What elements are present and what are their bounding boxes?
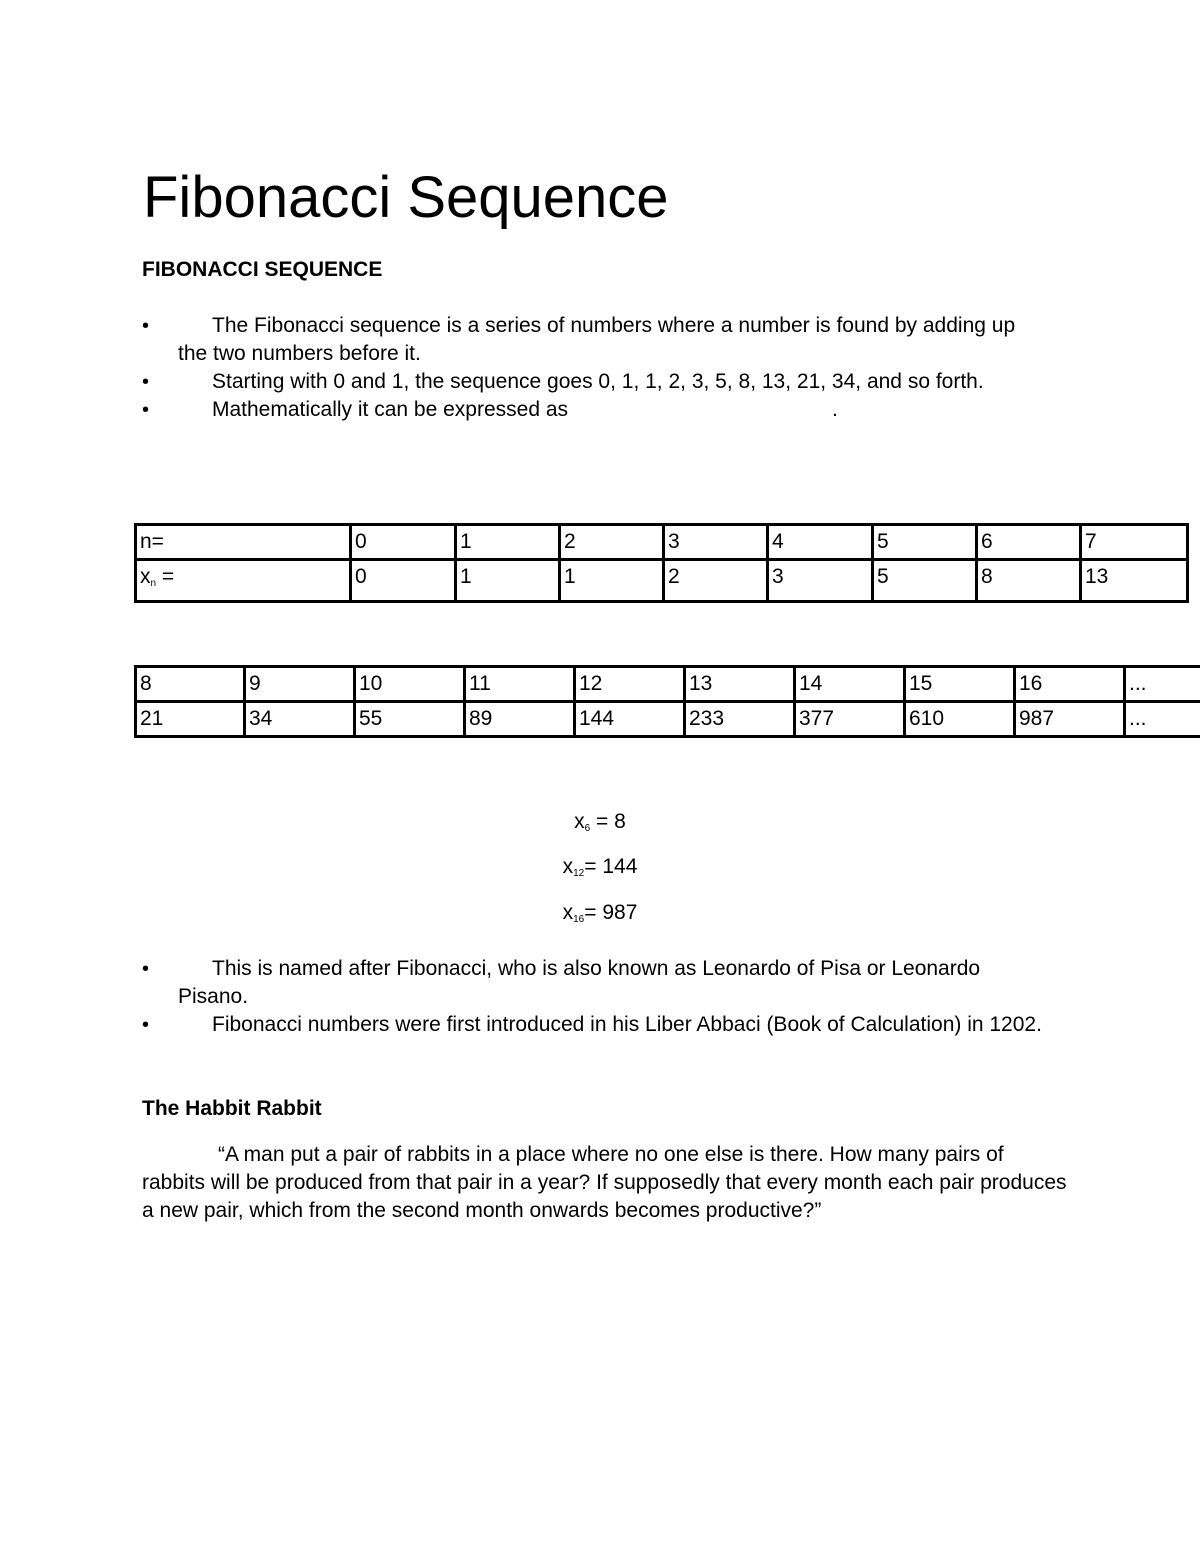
eq-value: = 8 — [590, 810, 626, 833]
table-cell: 987 — [1015, 702, 1125, 737]
table-cell: 2 — [560, 525, 664, 560]
bullet-icon: • — [142, 371, 150, 393]
table-cell: 610 — [905, 702, 1015, 737]
list-item — [142, 312, 1042, 368]
fibonacci-table-1 — [134, 523, 1189, 603]
eq-subscript: 6 — [584, 823, 591, 834]
label-subscript: n — [150, 578, 157, 589]
table-cell: 9 — [245, 667, 355, 702]
subsection-heading: The Habbit Rabbit — [142, 1097, 322, 1120]
eq-subscript: 16 — [573, 914, 585, 925]
table-row-x — [136, 702, 1200, 737]
table-cell: 15 — [905, 667, 1015, 702]
table-cell-label: n= — [136, 525, 351, 560]
bullet-icon: • — [142, 315, 150, 337]
table-cell: 3 — [768, 560, 873, 602]
formula-trailing-period: . — [832, 398, 838, 421]
table-cell: 16 — [1015, 667, 1125, 702]
table-row-x — [136, 560, 1188, 602]
eq-value: = 144 — [584, 855, 638, 878]
table-cell: 13 — [1081, 560, 1188, 602]
table-row-n — [136, 525, 1188, 560]
table-cell: 1 — [560, 560, 664, 602]
intro-bullet-list — [142, 312, 1042, 424]
list-item — [142, 368, 1042, 396]
table-cell: 3 — [664, 525, 768, 560]
eq-base: x — [574, 810, 585, 833]
table-cell: 89 — [465, 702, 575, 737]
table-cell: 11 — [465, 667, 575, 702]
eq-base: x — [562, 855, 574, 878]
list-item — [142, 396, 1042, 424]
formula-intro-text: Mathematically it can be expressed as — [212, 398, 569, 421]
table-cell: 13 — [685, 667, 795, 702]
table-cell: 1 — [456, 525, 560, 560]
fibonacci-table-2 — [134, 665, 1200, 738]
table-cell: 34 — [245, 702, 355, 737]
bullet-text: Fibonacci numbers were first introduced in his Liber Abbaci (Book of Calculation) in 1202. — [212, 1013, 1042, 1036]
table-cell: 8 — [977, 560, 1081, 602]
document-title: Fibonacci Sequence — [143, 165, 669, 230]
table-cell: 1 — [456, 560, 560, 602]
table-cell: 144 — [575, 702, 685, 737]
eq-subscript: 12 — [573, 868, 585, 879]
table-row-n — [136, 667, 1200, 702]
table-cell: 12 — [575, 667, 685, 702]
eq-base: x — [562, 901, 574, 924]
table-cell: 55 — [355, 702, 465, 737]
table-cell: ... — [1125, 667, 1200, 702]
table-cell: 6 — [977, 525, 1081, 560]
history-bullet-list — [142, 955, 1042, 1039]
example-equation — [0, 853, 1200, 888]
rabbit-problem-quote: “A man put a pair of rabbits in a place where no one else is there. How many pairs of rabbits will be produced from that pair in a year? If supposedly that every month each pair produces a new pair, which from the second month onwards becomes productive?” — [142, 1143, 1067, 1222]
bullet-text — [178, 396, 1042, 424]
table-cell: 8 — [136, 667, 245, 702]
table-cell: 5 — [873, 525, 977, 560]
list-item — [142, 1011, 1042, 1039]
table-cell: 10 — [355, 667, 465, 702]
table-cell: 377 — [795, 702, 905, 737]
bullet-icon: • — [142, 1014, 150, 1036]
table-cell: ... — [1125, 702, 1200, 737]
table-cell: 233 — [685, 702, 795, 737]
table-cell: 14 — [795, 667, 905, 702]
table-cell: 0 — [351, 525, 456, 560]
table-cell: 21 — [136, 702, 245, 737]
table-cell: 7 — [1081, 525, 1188, 560]
bullet-text: Starting with 0 and 1, the sequence goes 0, 1, 1, 2, 3, 5, 8, 13, 21, 34, and so forth. — [212, 370, 984, 393]
bullet-icon: • — [142, 399, 150, 421]
bullet-icon: • — [142, 958, 150, 980]
bullet-text: This is named after Fibonacci, who is also known as Leonardo of Pisa or Leonardo Pisano. — [178, 957, 981, 1008]
list-item — [142, 955, 1042, 1011]
table-cell-label — [136, 560, 351, 602]
table-cell: 5 — [873, 560, 977, 602]
example-equation — [0, 808, 1200, 843]
example-equation — [0, 899, 1200, 934]
table-cell: 2 — [664, 560, 768, 602]
bullet-text: The Fibonacci sequence is a series of numbers where a number is found by adding up the two numbers before it. — [178, 314, 1016, 365]
label-base: x — [140, 565, 151, 588]
eq-value: = 987 — [584, 901, 638, 924]
section-heading: FIBONACCI SEQUENCE — [142, 258, 383, 281]
label-suffix: = — [156, 565, 175, 588]
table-cell: 4 — [768, 525, 873, 560]
table-cell: 0 — [351, 560, 456, 602]
